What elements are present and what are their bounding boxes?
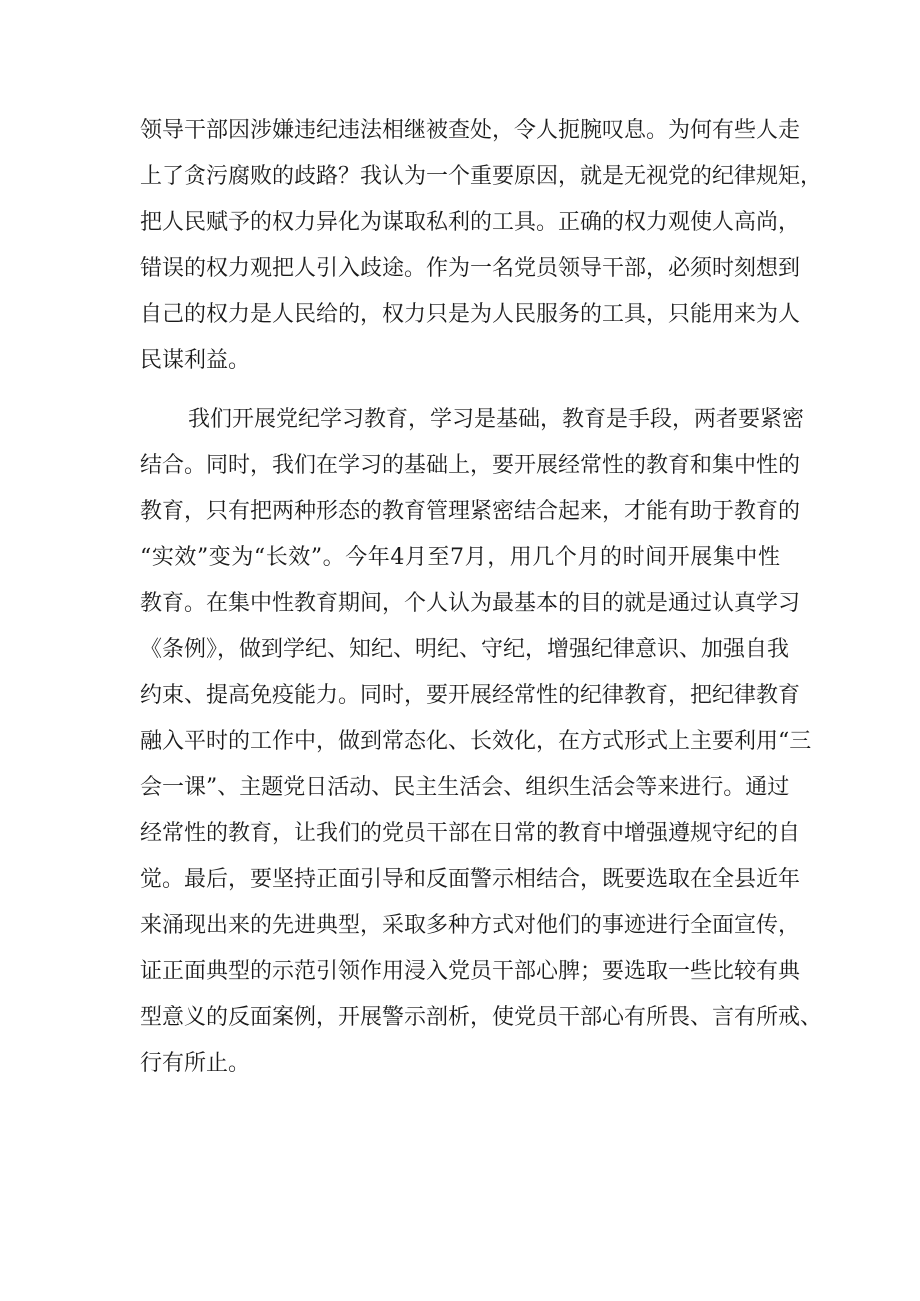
paragraph-1-line-4: 错误的权力观把人引入歧途。作为一名党员领导干部，必须时刻想到 xyxy=(140,256,801,281)
paragraph-2-line-8: 融入平时的工作中，做到常态化、长效化，在方式形式上主要利用“三 xyxy=(140,729,812,754)
paragraph-2-line-11: 觉。最后，要坚持正面引导和反面警示相结合，既要选取在全县近年 xyxy=(140,867,801,892)
paragraph-2-line-3: 教育，只有把两种形态的教育管理紧密结合起来，才能有助于教育的 xyxy=(140,499,801,524)
paragraph-2-line-12: 来涌现出来的先进典型，采取多种方式对他们的事迹进行全面宣传， xyxy=(140,913,801,938)
paragraph-2-line-1: 我们开展党纪学习教育，学习是基础，教育是手段，两者要紧密 xyxy=(188,407,805,432)
paragraph-2-line-6: 《条例》，做到学纪、知纪、明纪、守纪，增强纪律意识、加强自我 xyxy=(140,637,790,662)
paragraph-1-line-6: 民谋利益。 xyxy=(140,348,251,373)
paragraph-2-line-15: 行有所止。 xyxy=(140,1051,251,1076)
paragraph-2-line-5: 教育。在集中性教育期间，个人认为最基本的目的就是通过认真学习 xyxy=(140,591,801,616)
paragraph-2-line-7: 约束、提高免疫能力。同时，要开展经常性的纪律教育，把纪律教育 xyxy=(140,683,801,708)
paragraph-2-line-13: 证正面典型的示范引领作用浸入党员干部心脾；要选取一些比较有典 xyxy=(140,959,801,984)
paragraph-2-line-4: “实效”变为“长效”。今年4月至7月，用几个月的时间开展集中性 xyxy=(140,545,780,570)
paragraph-1-line-1: 领导干部因涉嫌违纪违法相继被查处，令人扼腕叹息。为何有些人走 xyxy=(140,118,801,143)
paragraph-1-line-3: 把人民赋予的权力异化为谋取私利的工具。正确的权力观使人高尚， xyxy=(140,210,801,235)
paragraph-2-line-14: 型意义的反面案例，开展警示剖析，使党员干部心有所畏、言有所戒、 xyxy=(140,1005,823,1030)
paragraph-1-line-5: 自己的权力是人民给的，权力只是为人民服务的工具，只能用来为人 xyxy=(140,302,801,327)
paragraph-2-line-9: 会一课”、主题党日活动、民主生活会、组织生活会等来进行。通过 xyxy=(140,775,790,800)
paragraph-2-line-10: 经常性的教育，让我们的党员干部在日常的教育中增强遵规守纪的自 xyxy=(140,821,801,846)
paragraph-1-line-2: 上了贪污腐败的歧路？我认为一个重要原因，就是无视党的纪律规矩， xyxy=(140,164,823,189)
paragraph-2-line-2: 结合。同时，我们在学习的基础上，要开展经常性的教育和集中性的 xyxy=(140,453,801,478)
